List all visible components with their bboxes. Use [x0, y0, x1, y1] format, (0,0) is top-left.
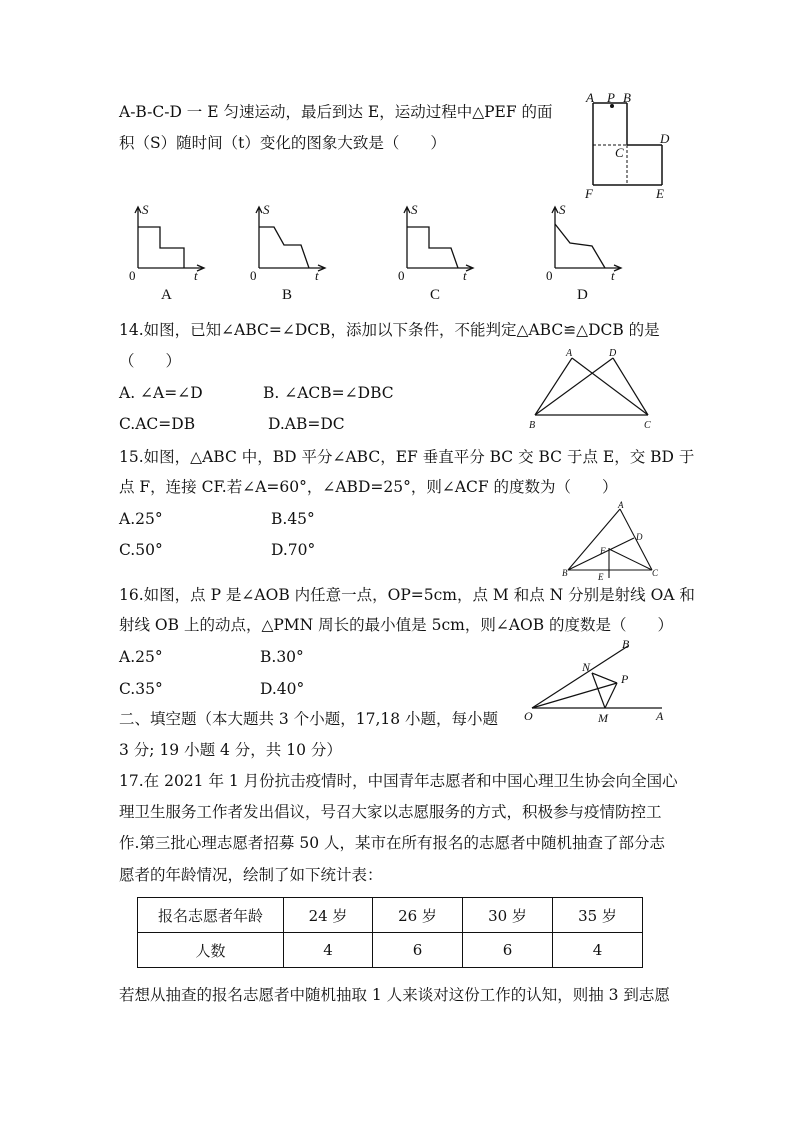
q14-option-c: C.AC=DB: [119, 415, 196, 433]
q15-label-F: F: [600, 546, 606, 556]
q15-option-d: D.70°: [271, 541, 316, 559]
q14-triangle-figure: [525, 345, 660, 440]
q13-option-label-d: D: [577, 287, 588, 303]
q17-text-line-2: 理卫生服务工作者发出倡议，号召大家以志愿服务的方式，积极参与疫情防控工: [119, 803, 662, 821]
q13-label-P: P: [607, 90, 615, 105]
q15-option-c: C.50°: [119, 541, 163, 559]
q16-label-O: O: [524, 709, 533, 723]
q13-label-F: F: [585, 186, 593, 201]
q14-text-line-1: 14.如图，已知∠ABC=∠DCB，添加以下条件，不能判定△ABC≌△DCB 的是: [119, 321, 660, 339]
section2-heading-line-2: 3 分; 19 小题 4 分，共 10 分）: [119, 741, 342, 759]
q15-triangle-figure: [560, 498, 670, 586]
q17-statistics-table: [137, 897, 643, 968]
q16-label-B: B: [622, 637, 630, 651]
q13-option-label-b: B: [282, 287, 293, 303]
q13-d-axis-s: S: [559, 202, 566, 217]
q16-option-c: C.35°: [119, 680, 163, 698]
q13-option-graph-c: [394, 200, 479, 285]
table-cell: 报名志愿者年龄: [138, 898, 284, 933]
q13-option-label-c: C: [430, 287, 441, 303]
q13-d-axis-t: t: [611, 268, 615, 283]
q14-option-d: D.AB=DC: [268, 415, 345, 433]
q13-option-label-a: A: [161, 287, 172, 303]
q16-option-b: B.30°: [260, 648, 304, 666]
q15-label-A: A: [618, 500, 624, 510]
q15-option-a: A.25°: [119, 510, 163, 528]
table-cell: 4: [553, 933, 643, 968]
q14-label-A: A: [566, 348, 573, 359]
q15-label-B: B: [562, 568, 568, 578]
q17-text-line-5: 若想从抽查的报名志愿者中随机抽取 1 人来谈对这份工作的认知，则抽 3 到志愿: [119, 986, 670, 1004]
table-row: [138, 933, 643, 968]
q14-option-b: B. ∠ACB=∠DBC: [263, 384, 394, 402]
table-header-row: [138, 898, 643, 933]
table-cell: 26 岁: [373, 898, 463, 933]
table-cell: 6: [463, 933, 553, 968]
q17-text-line-3: 作.第三批心理志愿者招募 50 人，某市在所有报名的志愿者中随机抽查了部分志: [119, 834, 666, 852]
q13-b-axis-s: S: [263, 202, 270, 217]
q13-shape-figure: [585, 90, 675, 200]
q13-b-axis-t: t: [315, 268, 319, 283]
q16-label-A: A: [656, 709, 664, 723]
q16-label-P: P: [621, 672, 629, 686]
section2-heading-line-1: 二、填空题（本大题共 3 个小题，17,18 小题，每小题: [119, 710, 499, 728]
q13-label-B: B: [623, 90, 631, 105]
q13-c-origin: 0: [398, 268, 405, 283]
q13-b-origin: 0: [250, 268, 257, 283]
q16-text-line-1: 16.如图，点 P 是∠AOB 内任意一点，OP=5cm，点 M 和点 N 分别是射线 OA 和: [119, 586, 695, 604]
q14-label-B: B: [529, 420, 536, 431]
q15-label-E: E: [598, 572, 604, 582]
q17-text-line-4: 愿者的年龄情况，绘制了如下统计表：: [119, 866, 383, 884]
q13-label-C: C: [615, 145, 624, 160]
q14-label-C: C: [644, 420, 651, 431]
table-cell: 30 岁: [463, 898, 553, 933]
q13-d-origin: 0: [546, 268, 553, 283]
q13-a-axis-t: t: [194, 268, 198, 283]
q14-text-line-2: （ ）: [119, 352, 182, 370]
q13-label-E: E: [656, 186, 664, 201]
table-cell: 4: [284, 933, 373, 968]
q16-option-d: D.40°: [260, 680, 305, 698]
q13-label-A: A: [586, 90, 594, 105]
q14-label-D: D: [609, 348, 617, 359]
q13-c-axis-t: t: [463, 268, 467, 283]
q13-c-axis-s: S: [411, 202, 418, 217]
q14-option-a: A. ∠A=∠D: [119, 384, 203, 402]
q13-a-axis-s: S: [142, 202, 149, 217]
q13-option-graph-d: [542, 200, 627, 285]
q16-option-a: A.25°: [119, 648, 163, 666]
q15-text-line-1: 15.如图，△ABC 中，BD 平分∠ABC，EF 垂直平分 BC 交 BC 于点 E，交 BD 于: [119, 448, 695, 466]
q13-text-line-2: 积（S）随时间（t）变化的图象大致是（ ）: [119, 134, 446, 152]
q13-option-graph-b: [246, 200, 331, 285]
q15-label-C: C: [652, 568, 659, 578]
q15-option-b: B.45°: [271, 510, 315, 528]
table-cell: 人数: [138, 933, 284, 968]
q13-text-line-1: A-B-C-D 一 E 匀速运动，最后到达 E，运动过程中△PEF 的面: [119, 103, 553, 121]
q13-a-origin: 0: [129, 268, 136, 283]
table-cell: 35 岁: [553, 898, 643, 933]
q16-label-M: M: [598, 711, 608, 725]
q16-angle-figure: [520, 633, 670, 725]
q15-label-D: D: [636, 532, 643, 542]
table-cell: 6: [373, 933, 463, 968]
q13-option-graph-a: [125, 200, 210, 285]
q17-text-line-1: 17.在 2021 年 1 月份抗击疫情时，中国青年志愿者和中国心理卫生协会向全国心: [119, 772, 678, 790]
q16-text-line-2: 射线 OB 上的动点，△PMN 周长的最小值是 5cm，则∠AOB 的度数是（ ）: [119, 616, 674, 634]
table-cell: 24 岁: [284, 898, 373, 933]
q13-label-D: D: [660, 131, 670, 146]
q15-text-line-2: 点 F，连接 CF.若∠A=60°，∠ABD=25°，则∠ACF 的度数为（ ）: [119, 478, 618, 496]
q16-label-N: N: [582, 660, 591, 674]
